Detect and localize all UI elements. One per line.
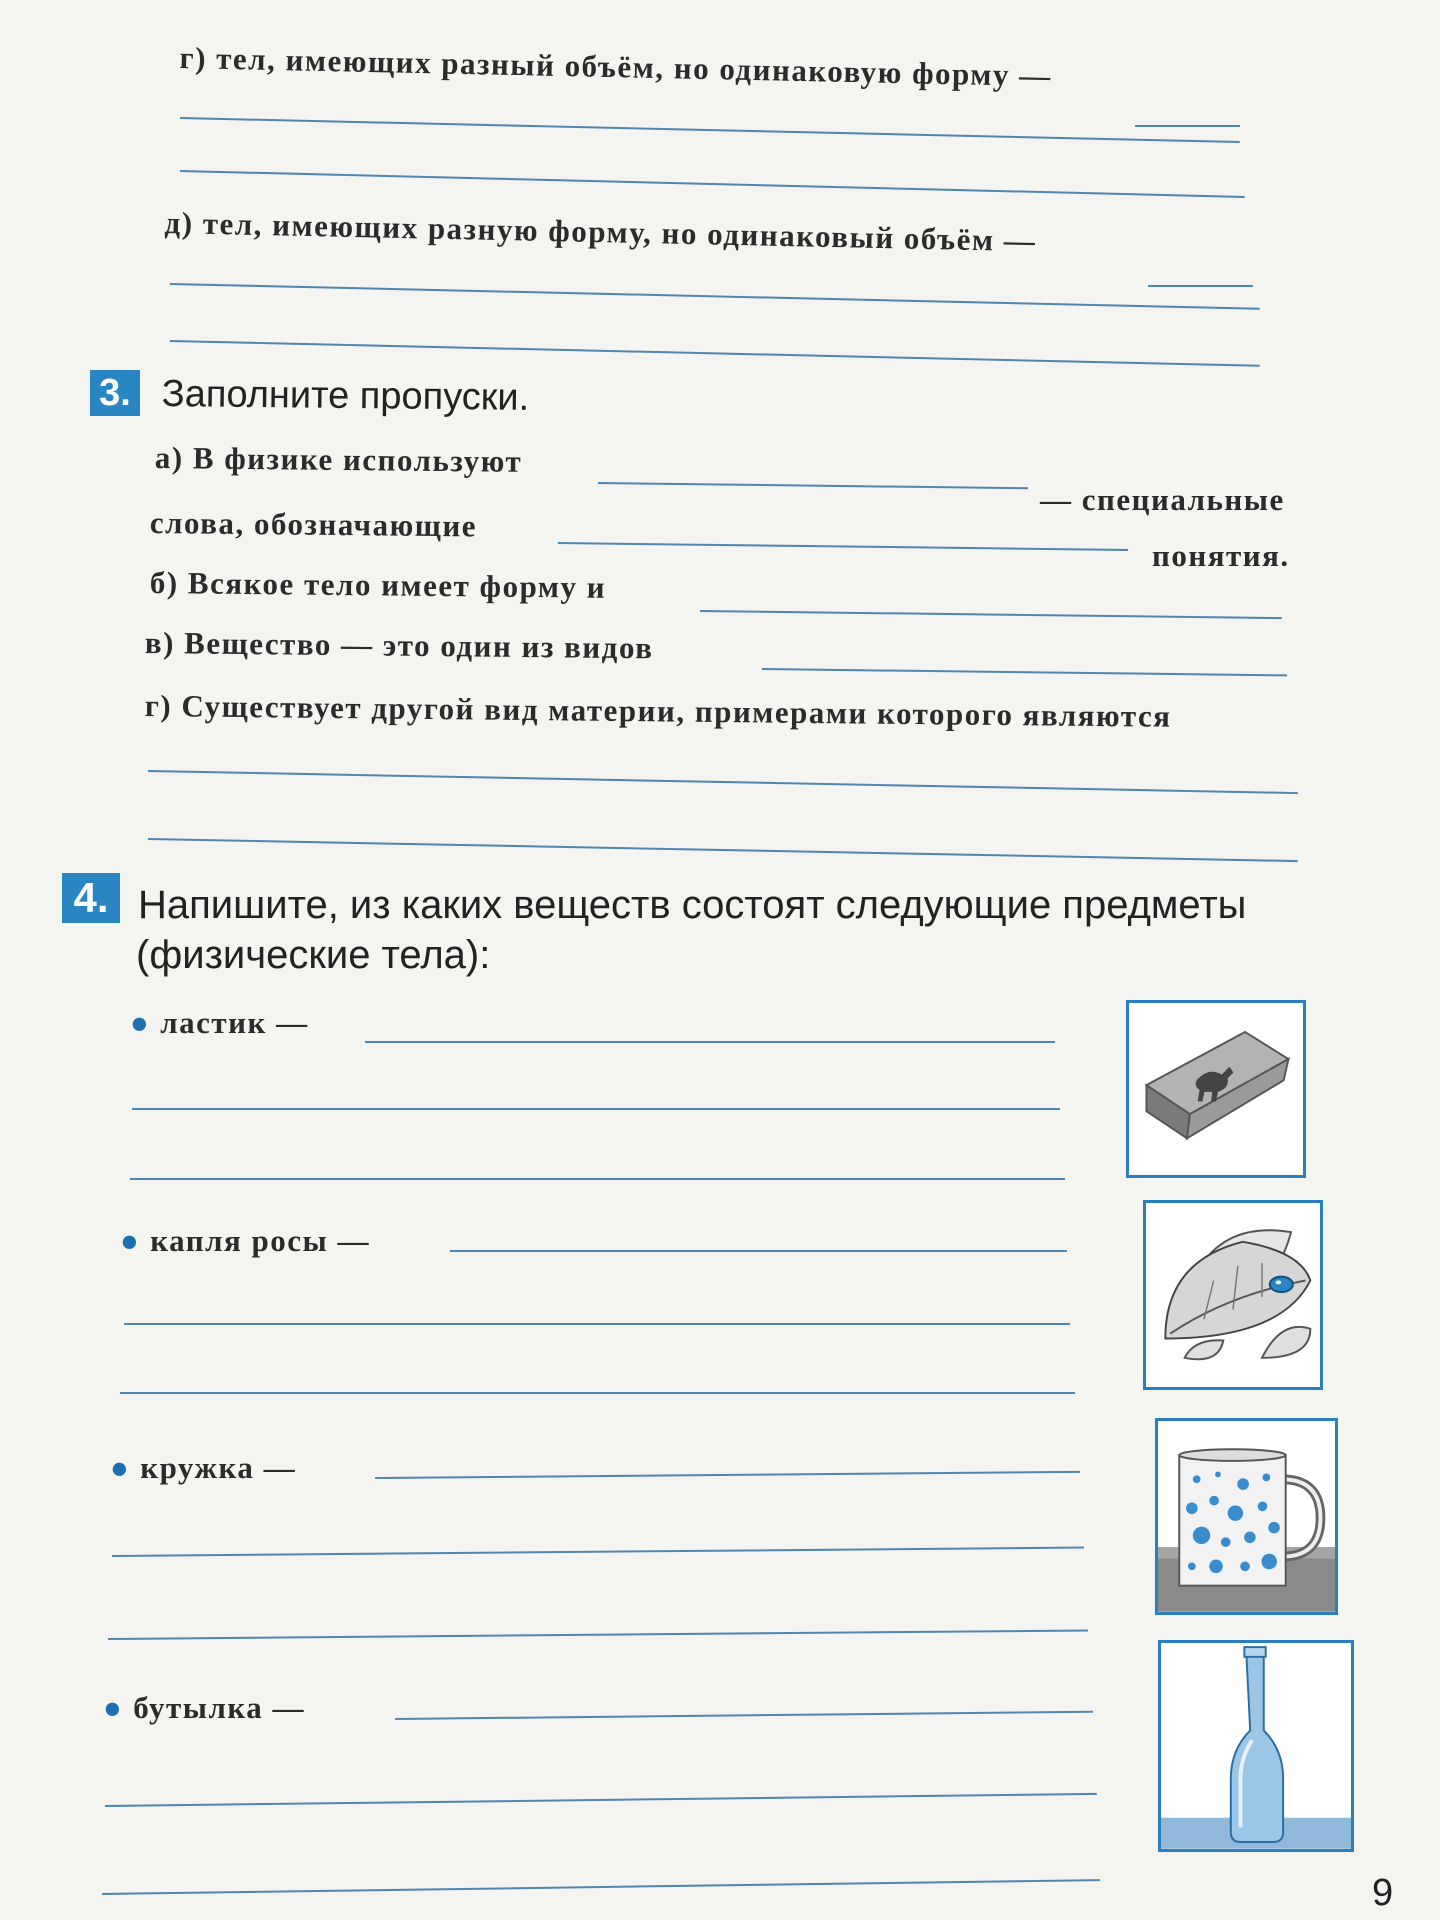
mug-icon	[1155, 1418, 1338, 1615]
bullet-icon: ●	[120, 1223, 141, 1258]
answer-line[interactable]	[558, 542, 1128, 551]
eraser-icon	[1126, 1000, 1306, 1178]
answer-line[interactable]	[124, 1323, 1070, 1325]
item-dew-drop-label: ● капля росы —	[120, 1223, 370, 1258]
item-bottle-label: ● бутылка —	[103, 1690, 306, 1725]
answer-line[interactable]	[395, 1711, 1093, 1720]
task-3a-line2-text: слова, обозначающие	[149, 505, 478, 544]
answer-line[interactable]	[762, 668, 1287, 676]
answer-line[interactable]	[700, 610, 1282, 619]
answer-line[interactable]	[598, 482, 1028, 489]
answer-line[interactable]	[108, 1629, 1088, 1640]
answer-line[interactable]	[105, 1793, 1097, 1807]
answer-line[interactable]	[120, 1392, 1075, 1394]
answer-line[interactable]	[1135, 125, 1240, 127]
item-mug-label: ● кружка —	[110, 1450, 297, 1485]
answer-line[interactable]	[170, 283, 1260, 310]
dew-drop-icon	[1143, 1200, 1323, 1390]
answer-line[interactable]	[1148, 285, 1253, 287]
task-4-number: 4.	[62, 873, 120, 923]
answer-line[interactable]	[365, 1041, 1055, 1043]
task-3a-text: а) В физике используют	[154, 440, 523, 479]
answer-line[interactable]	[148, 770, 1298, 794]
bullet-icon: ●	[103, 1690, 124, 1725]
task-3v-text: в) Вещество — это один из видов	[144, 625, 654, 666]
answer-line[interactable]	[130, 1178, 1065, 1180]
item-g-text: г) тел, имеющих разный объём, но одинаковую форму —	[179, 40, 1053, 94]
answer-line[interactable]	[148, 838, 1298, 862]
task-3a-suffix: — специальные	[1040, 482, 1285, 517]
answer-line[interactable]	[375, 1471, 1080, 1479]
answer-line[interactable]	[132, 1108, 1060, 1110]
answer-line[interactable]	[180, 117, 1240, 143]
task-3-number: 3.	[90, 370, 140, 416]
task-3-title: Заполните пропуски.	[161, 373, 530, 419]
item-eraser-label: ● ластик —	[130, 1005, 309, 1040]
bottle-icon	[1158, 1640, 1354, 1852]
task-3g-text: г) Существует другой вид материи, примерами которого являются	[144, 688, 1172, 734]
task-3b-text: б) Всякое тело имеет форму и	[149, 565, 607, 605]
bullet-icon: ●	[110, 1450, 131, 1485]
answer-line[interactable]	[450, 1250, 1067, 1252]
task-4-title-line1: Напишите, из каких веществ состоят следующие предметы	[138, 883, 1247, 927]
page-number: 9	[1372, 1872, 1394, 1914]
task-4-title-line2: (физические тела):	[136, 933, 491, 977]
task-3a-line2-suffix: понятия.	[1152, 538, 1290, 573]
answer-line[interactable]	[102, 1879, 1100, 1895]
answer-line[interactable]	[170, 340, 1260, 367]
item-d-text: д) тел, имеющих разную форму, но одинаковый объём —	[164, 205, 1037, 259]
answer-line[interactable]	[112, 1547, 1084, 1557]
answer-line[interactable]	[180, 170, 1245, 198]
bullet-icon: ●	[130, 1005, 151, 1040]
